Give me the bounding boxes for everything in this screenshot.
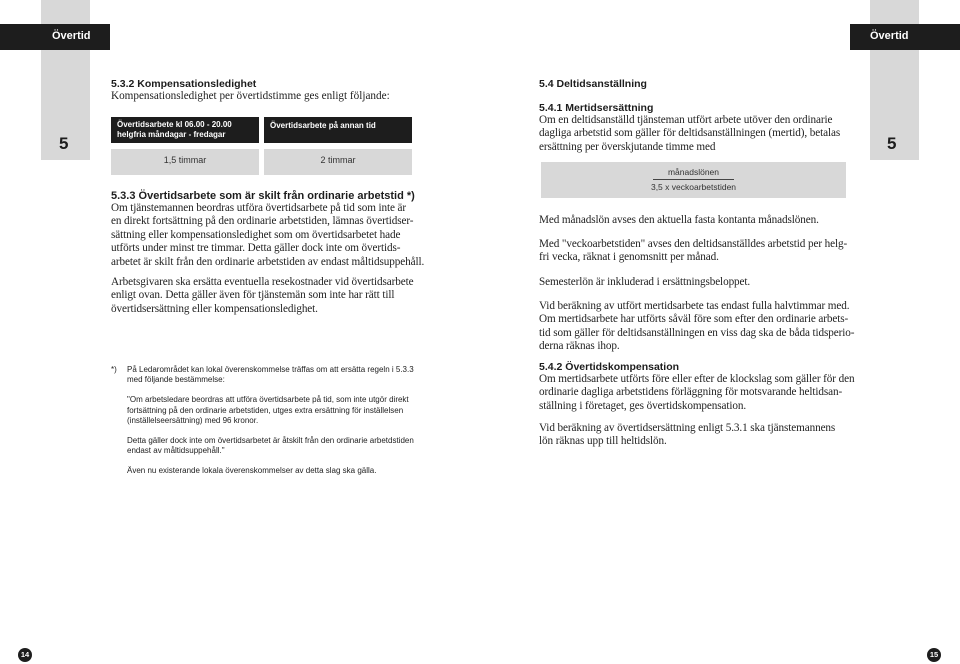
chapter-number-left: 5 [59, 134, 69, 153]
formula-fraction-line [653, 179, 734, 180]
page-number-right: 15 [927, 648, 941, 662]
table-header-2-label: Övertidsarbete på annan tid [270, 121, 376, 130]
section-heading-5-3-2: 5.3.2 Kompensationsledighet [111, 78, 257, 90]
footnote-quote-line: fortsättning på den ordinarie arbetstiden, utges extra ersättning för inställelsen [127, 405, 404, 415]
header-bar-right [850, 24, 960, 50]
body-line: Om tjänstemannen beordras utföra övertidsarbete på tid som inte är [111, 202, 407, 214]
body-line: Om mertidsarbete har utförts såväl före som efter den ordinarie arbets- [539, 313, 849, 326]
page-number-left: 14 [18, 648, 32, 662]
table-header-cell-1 [111, 117, 259, 143]
body-line: fri vecka, räknat i genomsnitt per månad. [539, 251, 719, 264]
section-heading-5-4-2: 5.4.2 Övertidskompensation [539, 361, 680, 373]
footnote-line: med följande bestämmelse: [127, 375, 225, 385]
body-line: dagliga arbetstid som gäller för deltidsanställningen (mertid), betalas [539, 127, 841, 140]
header-bar-left [0, 24, 110, 50]
table-header-cell-2 [264, 117, 412, 143]
body-line: enligt ovan. Detta gäller även för tjänstemän som inte har rätt till [111, 289, 395, 302]
formula-box [541, 162, 846, 198]
table-header-1-line-1: Övertidsarbete kl 06.00 - 20.00 [117, 120, 232, 129]
section-para2-5-4-2 [539, 422, 835, 449]
table-value-cell-1: 1,5 timmar [111, 149, 259, 175]
table-header-1-line-2: helgfria måndagar - fredagar [117, 129, 226, 139]
section-intro-5-3-2: Kompensationsledighet per övertidstimme ges enligt följande: [111, 90, 390, 102]
body-line: sättning eller kompensationsledighet som om övertidsarbetet hade [111, 228, 401, 241]
section-body-5-4-1 [539, 114, 859, 154]
body-line: Om en deltidsanställd tjänsteman utfört arbete utöver den ordinarie [539, 114, 833, 126]
body-line: ersättning per överskjutande timme med [539, 140, 716, 153]
formula-numerator: månadslönen [667, 167, 720, 177]
body-line: lön räknas upp till heltidslön. [539, 435, 667, 448]
paragraph-berakning [539, 300, 854, 354]
footnote-body [127, 365, 427, 477]
chapter-number-right: 5 [887, 134, 897, 153]
formula-denominator: 3,5 x veckoarbetstiden [650, 182, 737, 192]
body-line: tid som gäller för deltidsanställningen en viss dag ska de båda tidsperio- [539, 326, 855, 339]
body-line: Vid beräkning av övertidsersättning enligt 5.3.1 ska tjänstemannens [539, 422, 836, 434]
header-label-right: Övertid [870, 30, 909, 42]
section-heading-5-4-1: 5.4.1 Mertidsersättning [539, 102, 654, 114]
section-body-5-3-3 [111, 202, 425, 269]
footnote-line: Detta gäller dock inte om övertidsarbetet är åtskilt från den ordinarie arbetdstiden [127, 436, 414, 446]
body-line: ordinarie dagliga arbetstidens förläggning för motsvarande heltidsan- [539, 386, 843, 399]
body-line: arbetet är skilt från den ordinarie arbetstiden av endast måltidsuppehåll. [111, 255, 425, 268]
body-line: Om mertidsarbete utförts före eller efter de klockslag som gäller för den [539, 373, 855, 385]
footnote-marker: *) [111, 365, 117, 374]
table-value-cell-2: 2 timmar [264, 149, 412, 175]
footnote-line: Även nu existerande lokala överenskommelser av detta slag ska gälla. [127, 466, 377, 476]
body-line: derna räknas ihop. [539, 340, 620, 353]
section-heading-5-4: 5.4 Deltidsanställning [539, 78, 647, 90]
footnote-line: endast av måltidsuppehåll." [127, 446, 225, 456]
footnote-line: På Ledarområdet kan lokal överenskommelse träffas om att ersätta regeln i 5.3.3 [127, 365, 414, 374]
section-para2-5-3-3 [111, 276, 421, 316]
paragraph-veckoarbetstid [539, 238, 847, 265]
body-line: utförts under minst tre timmar. Detta gäller dock inte om övertids- [111, 242, 401, 255]
body-line: Med "veckoarbetstiden" avses den deltidsanställdes arbetstid per helg- [539, 238, 848, 250]
footnote-quote-line: "Om arbetsledare beordras att utföra övertidsarbete på tid, som inte utgör direkt [127, 395, 409, 405]
section-heading-5-3-3: 5.3.3 Övertidsarbete som är skilt från ordinarie arbetstid *) [111, 190, 415, 202]
paragraph-manadslon: Med månadslön avses den aktuella fasta kontanta månadslönen. [539, 214, 819, 226]
footnote-quote-line: (inställelseersättning) med 96 kronor. [127, 415, 259, 425]
body-line: Arbetsgivaren ska ersätta eventuella resekostnader vid övertidsarbete [111, 276, 414, 288]
section-body-5-4-2 [539, 373, 854, 413]
paragraph-semesterlon: Semesterlön är inkluderad i ersättningsbeloppet. [539, 276, 751, 288]
body-line: en direkt fortsättning på den ordinarie arbetstiden, lämnas övertidser- [111, 215, 414, 228]
header-label-left: Övertid [52, 30, 91, 42]
body-line: övertidsersättning eller kompensationsledighet. [111, 302, 318, 315]
body-line: Vid beräkning av utfört mertidsarbete tas endast fulla halvtimmar med. [539, 300, 850, 312]
body-line: ställning i företaget, ges övertidskompensation. [539, 399, 747, 412]
